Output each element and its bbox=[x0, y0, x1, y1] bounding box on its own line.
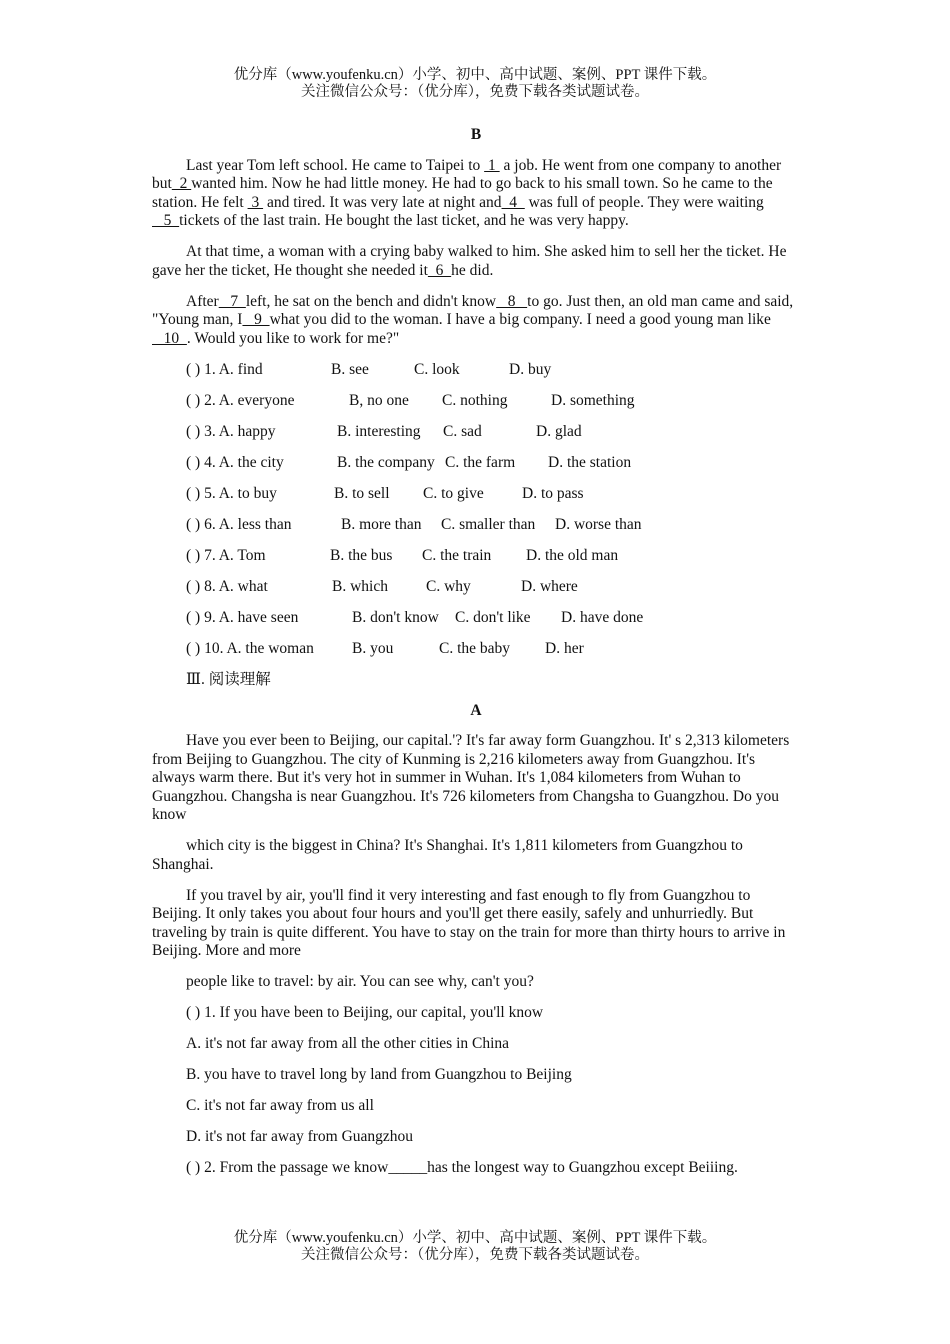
option-c: C. look bbox=[414, 360, 460, 378]
cloze-question-7 bbox=[152, 547, 800, 566]
text: what you did to the woman. I have a big company. I need a good young man like bbox=[269, 311, 771, 328]
option-b: B. see bbox=[331, 360, 369, 378]
option-c: C. smaller than bbox=[441, 515, 536, 533]
blank-7: 7 bbox=[218, 292, 246, 310]
section-a-title: A bbox=[470, 701, 482, 719]
question-stem: ( ) 7. A. Tom bbox=[186, 546, 266, 564]
cloze-question-2 bbox=[152, 392, 800, 411]
option-b: B. you bbox=[352, 639, 394, 657]
question-stem: ( ) 3. A. happy bbox=[186, 422, 276, 440]
option-d: D. where bbox=[521, 577, 578, 595]
cloze-question-5 bbox=[152, 485, 800, 504]
passage-b-paragraph-2 bbox=[152, 243, 800, 280]
page-header bbox=[0, 67, 950, 101]
blank-6: 6 bbox=[427, 261, 452, 279]
question-stem: ( ) 1. A. find bbox=[186, 360, 263, 378]
option-d: D. something bbox=[551, 391, 635, 409]
blank-1: 1 bbox=[484, 156, 500, 174]
blank-8: 8 bbox=[496, 292, 528, 310]
passage-a-paragraph-1: Have you ever been to Beijing, our capital.'? It's far away form Guangzhou. It' s 2,313 kilometers from Beijing to Guangzhou. The city of Kunming is 2,216 kilometers away from Guangzhou. It's always warm there. But it's very hot in summer in Wuhan. It's 1,084 kilometers from Wuhan to Guangzhou. Changsha is near Guangzhou. It's 726 kilometers from Changsha to Guangzhou. Do you know bbox=[152, 732, 790, 823]
document-body bbox=[152, 126, 800, 1190]
cloze-question-8 bbox=[152, 578, 800, 597]
passage-a-paragraph-3: If you travel by air, you'll find it very interesting and fast enough to fly from Guangzhou to Beijing. It only takes you about four hours and you'll get there easily, safely and unhurriedly. But traveling by train is quite different. You have to stay on the train for more than thirty hours to arrive in Beijing. More and more bbox=[152, 886, 786, 959]
question-stem: ( ) 9. A. have seen bbox=[186, 608, 299, 626]
text: At that time, a woman with a crying baby walked to him. She asked him to sell her the ticket. He gave her the ticket, He thought she needed it bbox=[152, 243, 787, 279]
option-d: D. buy bbox=[509, 360, 552, 378]
option-b: B, no one bbox=[349, 391, 409, 409]
cloze-question-10 bbox=[152, 640, 800, 659]
reading-question-1-stem: ( ) 1. If you have been to Beijing, our capital, you'll know bbox=[186, 1004, 544, 1021]
option-b: B. the bus bbox=[330, 546, 393, 564]
option-b: B. more than bbox=[341, 515, 422, 533]
option-b: B. don't know bbox=[352, 608, 439, 626]
blank-2: 2 bbox=[171, 175, 192, 192]
question-stem: ( ) 2. A. everyone bbox=[186, 391, 295, 409]
reading-question-1-option-d: D. it's not far away from Guangzhou bbox=[186, 1128, 414, 1145]
text: tickets of the last train. He bought the last ticket, and he was very happy. bbox=[179, 212, 629, 229]
option-b: B. interesting bbox=[337, 422, 421, 440]
header-line-1: 优分库（www.youfenku.cn）小学、初中、高中试题、案例、PPT 课件下载。 bbox=[233, 67, 717, 83]
reading-question-2-stem: ( ) 2. From the passage we know_____has the longest way to Guangzhou except Beiiing. bbox=[186, 1159, 738, 1176]
footer-line-2: 关注微信公众号：（优分库），免费下载各类试题试卷。 bbox=[301, 1247, 649, 1263]
option-c: C. don't like bbox=[455, 608, 531, 626]
question-stem: ( ) 4. A. the city bbox=[186, 453, 284, 471]
section-3-heading: Ⅲ. 阅读理解 bbox=[186, 670, 271, 688]
option-d: D. glad bbox=[536, 422, 582, 440]
page-footer bbox=[0, 1230, 950, 1264]
option-d: D. her bbox=[545, 639, 584, 657]
option-d: D. the station bbox=[548, 453, 632, 471]
text: he did. bbox=[451, 261, 494, 279]
passage-a-paragraph-4: people like to travel: by air. You can see why, can't you? bbox=[186, 973, 534, 990]
text: Last year Tom left school. He came to Taipei to bbox=[186, 156, 485, 174]
cloze-question-6 bbox=[152, 516, 800, 535]
question-stem: ( ) 6. A. less than bbox=[186, 515, 292, 533]
option-d: D. the old man bbox=[526, 546, 619, 564]
cloze-question-9 bbox=[152, 609, 800, 628]
text: wanted him. Now he had little money. He had to go back to his small town. So he came to the station. He felt bbox=[152, 175, 773, 211]
text: a job. He went from one company to another but bbox=[152, 156, 782, 192]
option-c: C. the farm bbox=[445, 453, 516, 471]
option-c: C. the train bbox=[422, 546, 492, 564]
text: and tired. It was very late at night and bbox=[263, 193, 502, 211]
option-c: C. nothing bbox=[442, 391, 508, 409]
cloze-question-3 bbox=[152, 423, 800, 442]
reading-question-1-option-c: C. it's not far away from us all bbox=[186, 1097, 374, 1114]
option-b: B. the company bbox=[337, 453, 435, 471]
text: left, he sat on the bench and didn't know bbox=[245, 292, 497, 310]
option-d: D. have done bbox=[561, 608, 644, 626]
option-c: C. the baby bbox=[439, 639, 511, 657]
text: After bbox=[186, 292, 219, 310]
question-stem: ( ) 5. A. to buy bbox=[186, 484, 277, 502]
passage-b-paragraph-3 bbox=[152, 293, 800, 349]
option-b: B. to sell bbox=[334, 484, 390, 502]
cloze-question-4 bbox=[152, 454, 800, 473]
question-stem: ( ) 10. A. the woman bbox=[186, 639, 314, 657]
text: was full of people. They were waiting bbox=[524, 193, 764, 211]
blank-9: 9 bbox=[242, 311, 270, 328]
reading-question-1-option-b: B. you have to travel long by land from Guangzhou to Beijing bbox=[186, 1066, 572, 1083]
passage-a-paragraph-2: which city is the biggest in China? It's Shanghai. It's 1,811 kilometers from Guangzhou to Shanghai. bbox=[152, 837, 743, 873]
option-b: B. which bbox=[332, 577, 388, 595]
text: . Would you like to work for me?" bbox=[186, 329, 400, 347]
blank-5: 5 bbox=[152, 212, 180, 229]
cloze-question-1 bbox=[152, 361, 800, 380]
passage-b-paragraph-1 bbox=[152, 157, 800, 231]
header-line-2: 关注微信公众号：（优分库），免费下载各类试题试卷。 bbox=[301, 84, 649, 100]
question-stem: ( ) 8. A. what bbox=[186, 577, 268, 595]
text: to go. Just then, an old man came and said, "Young man, I bbox=[152, 292, 794, 328]
footer-line-1: 优分库（www.youfenku.cn）小学、初中、高中试题、案例、PPT 课件下载。 bbox=[233, 1230, 717, 1246]
option-d: D. worse than bbox=[555, 515, 642, 533]
blank-3: 3 bbox=[247, 193, 264, 211]
section-b-title: B bbox=[470, 126, 482, 143]
blank-4: 4 bbox=[501, 193, 525, 211]
option-d: D. to pass bbox=[522, 484, 584, 502]
option-c: C. why bbox=[426, 577, 471, 595]
blank-10: 10 bbox=[152, 329, 187, 347]
reading-question-1-option-a: A. it's not far away from all the other cities in China bbox=[186, 1035, 510, 1052]
option-c: C. sad bbox=[443, 422, 482, 440]
option-c: C. to give bbox=[423, 484, 484, 502]
